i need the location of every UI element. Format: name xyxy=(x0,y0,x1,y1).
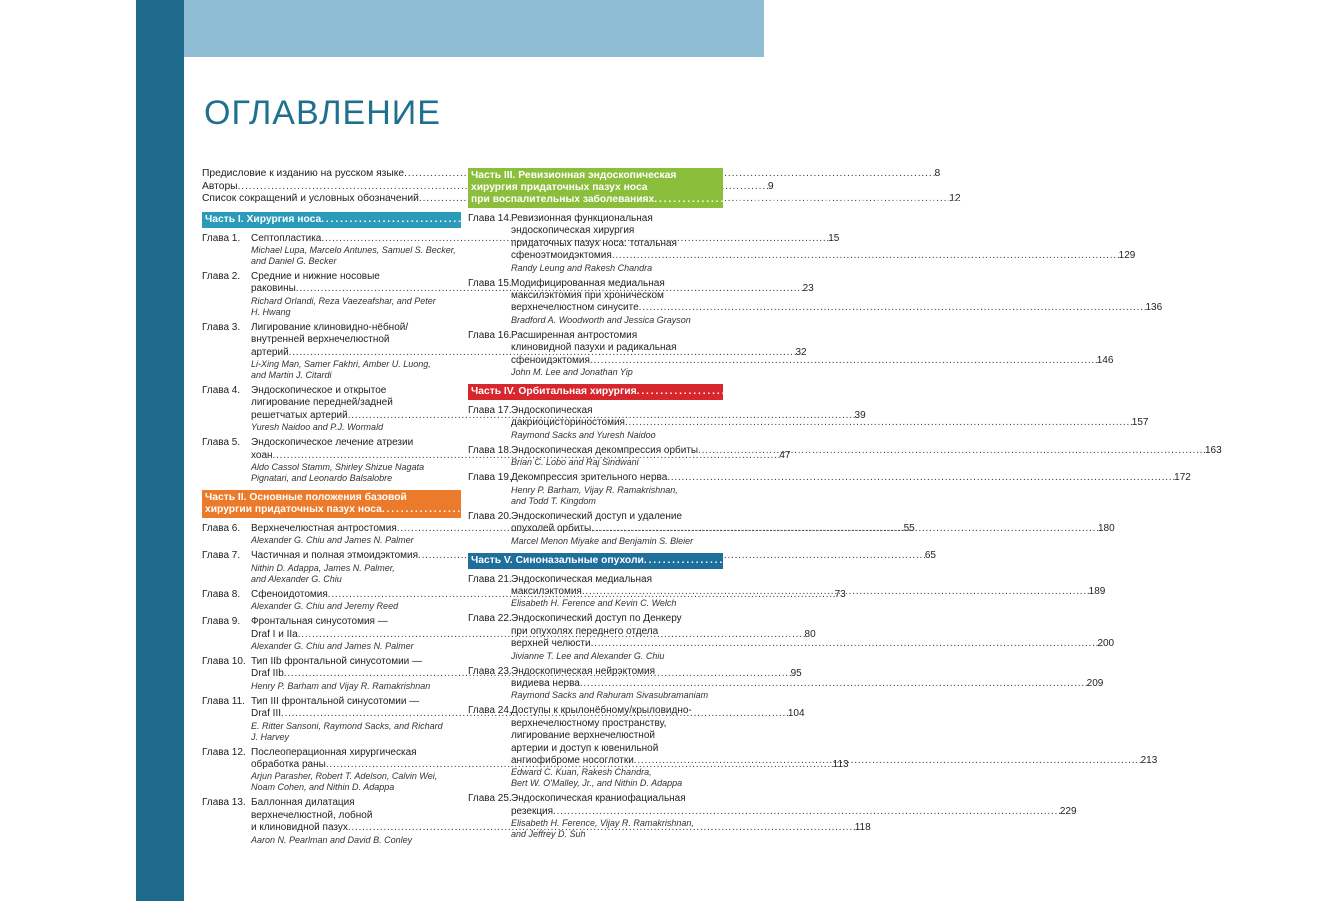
chapter-authors: Marcel Menon Miyake and Benjamin S. Bleier xyxy=(511,535,694,546)
chapter-title-line xyxy=(511,330,1113,342)
chapter-title-text: верхнечелюстному пространству, xyxy=(511,717,667,729)
chapter-title-text: обработка раны xyxy=(251,759,326,771)
page-number: 9 xyxy=(767,180,774,192)
chapter-title-line xyxy=(511,472,1191,484)
chapter-authors: Arjun Parasher, Robert T. Adelson, Calvin Wei, xyxy=(251,771,438,782)
chapter-authors: Henry P. Barham and Vijay R. Ramakrishnan xyxy=(251,680,431,691)
page-number: 213 xyxy=(1140,754,1158,766)
chapter-title-text: максилэктомия xyxy=(511,585,582,597)
chapter-title-text: Эндоскопический доступ по Денкеру xyxy=(511,613,682,625)
chapter-authors: Yuresh Naidoo and P.J. Wormald xyxy=(251,422,384,433)
page-number: 180 xyxy=(1098,523,1115,535)
chapter-authors: Richard Orlandi, Reza Vaezeafshar, and Peter xyxy=(251,295,436,306)
chapter-title-text: Расширенная антростомия xyxy=(511,329,638,341)
chapter-label: Глава 17. xyxy=(468,405,512,417)
dot-leader xyxy=(580,678,1087,690)
chapter-body xyxy=(511,330,1113,378)
page-number: 146 xyxy=(1096,354,1114,366)
page-number: 172 xyxy=(1174,472,1191,484)
chapter-authors: Aldo Cassol Stamm, Shirley Shizue Nagata xyxy=(251,461,425,472)
part-title xyxy=(471,170,1344,206)
chapter-title-line xyxy=(511,705,1157,717)
chapter-title-line xyxy=(511,730,1157,742)
chapter-label: Глава 11. xyxy=(202,695,245,707)
chapter-title-line xyxy=(511,793,1077,805)
chapter-title-text: Септопластика xyxy=(251,232,322,244)
chapter-authors: Elisabeth H. Ference and Kevin C. Welch xyxy=(511,598,677,609)
dot-leader xyxy=(644,555,1317,567)
chapter-title-text: сфеноэтмоидэктомия xyxy=(511,250,612,262)
page-number: 157 xyxy=(1131,417,1149,429)
chapter-title-text: сфеноидэктомия xyxy=(511,354,590,366)
chapter-authors: Bradford A. Woodworth and Jessica Grayson xyxy=(511,314,691,325)
chapter-label: Глава 2. xyxy=(202,270,241,282)
page-number: 47 xyxy=(779,449,791,461)
page-number: 229 xyxy=(1059,805,1077,817)
page-number: 15 xyxy=(828,232,840,244)
chapter-label: Глава 22. xyxy=(468,613,512,625)
chapter-authors: Alexander G. Chiu and Jeremy Reed xyxy=(251,601,399,612)
chapter-title-text: артерии и доступ к ювенильной xyxy=(511,742,659,754)
chapter-authors: Li-Xing Man, Samer Fakhri, Amber U. Luong, xyxy=(251,358,431,369)
chapter-label: Глава 25. xyxy=(468,793,512,805)
chapter-authors: Raymond Sacks and Yuresh Naidoo xyxy=(511,429,656,440)
chapter-body xyxy=(511,278,1162,326)
part-title-text: хирургии придаточных пазух носа xyxy=(205,503,382,515)
page-number: 55 xyxy=(903,522,915,534)
chapter-title-text: верхнечелюстном синусите xyxy=(511,302,639,314)
chapter-authors: Aaron N. Pearlman and David B. Conley xyxy=(251,834,413,845)
page-number: 209 xyxy=(1086,677,1104,689)
chapter-title-line xyxy=(511,718,1157,730)
page-number: 129 xyxy=(1118,250,1136,262)
chapter-authors: John M. Lee and Jonathan Yip xyxy=(511,367,633,378)
page-number: 118 xyxy=(854,822,871,834)
chapter-title-text: дакриоцисториностомия xyxy=(511,417,625,429)
chapter-label: Глава 23. xyxy=(468,665,512,677)
chapter-title-text: резекция xyxy=(511,805,554,817)
dot-leader xyxy=(553,806,1060,818)
chapter-title-line xyxy=(511,743,1157,755)
chapter-title-line xyxy=(511,574,1105,586)
chapter-title-line xyxy=(511,638,1114,650)
chapter-label: Глава 3. xyxy=(202,321,241,333)
chapter-title-text: Эндоскопическое и открытое xyxy=(251,384,387,396)
part-title-line xyxy=(471,182,1344,194)
page-number: 187 xyxy=(1316,554,1334,566)
chapter-title-line xyxy=(511,238,1135,250)
page-number: 80 xyxy=(804,628,816,640)
chapter-label: Глава 8. xyxy=(202,588,241,600)
chapter-title-line xyxy=(511,755,1157,767)
chapter-title-text: Фронтальная синусотомия — xyxy=(251,616,388,628)
page-number: 189 xyxy=(1088,585,1106,597)
chapter-authors: Edward C. Kuan, Rakesh Chandra, xyxy=(511,767,652,778)
chapter-authors: Bert W. O'Malley, Jr., and Nithin D. Adappa xyxy=(511,778,683,789)
chapter-title-text: Частичная и полная этмоидэктомия xyxy=(251,550,419,562)
chapter-title-line xyxy=(511,523,1115,535)
prelim-title: Авторы xyxy=(202,180,238,192)
chapter-label: Глава 1. xyxy=(202,232,241,244)
page-number: 32 xyxy=(795,346,807,358)
part-title-line xyxy=(471,170,1344,182)
chapter-title-text: Декомпрессия зрительного нерва xyxy=(511,472,668,484)
chapter-authors: E. Ritter Sansoni, Raymond Sacks, and Richard xyxy=(251,720,443,731)
page-number: 136 xyxy=(1145,302,1163,314)
chapter-label: Глава 16. xyxy=(468,329,512,341)
chapter-authors: Henry P. Barham, Vijay R. Ramakrishnan, xyxy=(511,484,678,495)
chapter-title-text: Послеоперационная хирургическая xyxy=(251,746,417,758)
chapter-title-text: при опухолях переднего отдела xyxy=(511,625,659,637)
chapter-title-text: Сфеноидотомия xyxy=(251,588,328,600)
chapter-body xyxy=(511,511,1115,547)
chapter-title-text: артерий xyxy=(251,346,289,358)
chapter-label: Глава 7. xyxy=(202,550,241,562)
chapter-body xyxy=(511,405,1148,441)
chapter-title-text: клиновидной пазухи и радикальная xyxy=(511,342,677,354)
chapter-authors: Brian C. Lobo and Raj Sindwani xyxy=(511,457,639,468)
chapter-title-text: Draf I и IIa xyxy=(251,628,298,640)
chapter-title-text: и клиновидной пазух xyxy=(251,822,348,834)
page-number: 13 xyxy=(994,213,1006,225)
chapter-title-line xyxy=(511,586,1105,598)
chapter-title-text: верхней челюсти xyxy=(511,638,591,650)
chapter-authors: Raymond Sacks and Rahuram Sivasubramaniam xyxy=(511,690,709,701)
chapter-title-text: Эндоскопическая xyxy=(511,405,593,417)
chapter-title-text: Баллонная дилатация xyxy=(251,797,355,809)
page-number: 113 xyxy=(832,759,849,771)
chapter-authors: Noam Cohen, and Nithin D. Adappa xyxy=(251,782,395,793)
page-number: 53 xyxy=(1054,503,1067,515)
page-number: 8 xyxy=(934,168,941,179)
part-title-text: при воспалительных заболеваниях xyxy=(471,194,655,205)
chapter-title-text: Модифицированная медиальная xyxy=(511,277,665,289)
chapter-authors: and Jeffrey D. Suh xyxy=(511,829,586,840)
chapter-title-text: Эндоскопическая краниофациальная xyxy=(511,793,686,805)
chapter-label: Глава 14. xyxy=(468,213,512,224)
dot-leader xyxy=(591,523,1098,535)
chapter-body xyxy=(511,472,1191,506)
part-title-text: Часть II. Основные положения базовой xyxy=(205,491,407,503)
part-header xyxy=(468,384,1327,400)
chapter-authors: Michael Lupa, Marcelo Antunes, Samuel S. Becker, xyxy=(251,244,456,255)
chapter-title-text: лигирование верхнечелюстной xyxy=(511,730,655,742)
chapter-authors: H. Hwang xyxy=(251,306,291,317)
chapter-title-text: ангиофиброме носоглотки xyxy=(511,754,634,766)
page-number: 127 xyxy=(1327,194,1344,205)
chapter-authors: and Daniel G. Becker xyxy=(251,255,337,266)
part-title xyxy=(471,386,1327,398)
chapter-label: Глава 18. xyxy=(468,444,512,456)
dot-leader xyxy=(637,386,1310,398)
chapter-title-text: Ревизионная функциональная xyxy=(511,213,653,224)
page-title: ОГЛАВЛЕНИЕ xyxy=(204,94,441,132)
chapter-body xyxy=(511,445,1222,468)
chapter-title-text: Draf III xyxy=(251,708,282,720)
chapter-title-line xyxy=(511,613,1114,625)
chapter-title-line xyxy=(511,342,1113,354)
part-title-text: Часть III. Ревизионная эндоскопическая xyxy=(471,170,677,181)
dot-leader xyxy=(639,302,1146,314)
chapter-title-text: Тип IIb фронтальной синусотомии — xyxy=(251,656,423,667)
page-number: 104 xyxy=(787,708,805,720)
chapter-authors: Alexander G. Chiu and James N. Palmer xyxy=(251,535,414,546)
chapter-title-line xyxy=(511,678,1103,690)
chapter-label: Глава 20. xyxy=(468,510,512,522)
chapter-title-line xyxy=(511,302,1162,314)
chapter-title-text: решетчатых артерий xyxy=(251,409,348,421)
chapter-title-text: видиева нерва xyxy=(511,677,580,689)
prelim-title: Список сокращений и условных обозначений xyxy=(202,193,419,204)
chapter-title-text: Эндоскопическая медиальная xyxy=(511,573,653,585)
page-number: 65 xyxy=(924,550,936,562)
chapter-title-text: эндоскопическая хирургия xyxy=(511,225,635,237)
chapter-title-line xyxy=(511,445,1222,457)
page-number: 155 xyxy=(1309,386,1327,398)
chapter-authors: Randy Leung and Rakesh Chandra xyxy=(511,262,653,273)
chapter-title-text: придаточных пазух носа: тотальная xyxy=(511,237,677,249)
chapter-authors: Pignatari, and Leonardo Balsalobre xyxy=(251,472,393,483)
chapter-authors: Nithin D. Adappa, James N. Palmer, xyxy=(251,562,395,573)
prelim-title: Предисловие к изданию на русском языке xyxy=(202,168,405,179)
chapter-label: Глава 15. xyxy=(468,277,512,289)
chapter-title-line xyxy=(511,250,1135,262)
part-title-text: Часть V. Синоназальные опухоли xyxy=(471,554,644,566)
part-header xyxy=(468,168,1344,208)
dot-leader xyxy=(625,417,1132,429)
chapter-authors: Alexander G. Chiu and James N. Palmer xyxy=(251,641,414,651)
chapter-label: Глава 24. xyxy=(468,705,512,717)
chapter-title-line xyxy=(511,417,1148,429)
blue-spine xyxy=(136,0,184,901)
chapter-title-text: опухолей орбиты xyxy=(511,523,592,535)
chapter-title-line xyxy=(511,290,1162,302)
chapter-title-text: верхнечелюстной, лобной xyxy=(251,809,373,821)
chapter-title-text: Эндоскопическая декомпрессия орбиты xyxy=(511,444,699,456)
chapter-title-text: максилэктомия при хроническом xyxy=(511,290,664,302)
dot-leader xyxy=(698,445,1205,457)
chapter-authors: and Todd T. Kingdom xyxy=(511,495,596,506)
chapter-label: Глава 21. xyxy=(468,573,512,585)
part-title-text: Часть IV. Орбитальная хирургия xyxy=(471,386,637,398)
part-title xyxy=(471,555,1334,567)
chapter-title-text: Доступы к крылонёбному/крыловидно- xyxy=(511,705,692,717)
chapter-body xyxy=(511,666,1103,702)
page-number: 200 xyxy=(1097,638,1115,650)
chapter-title-line xyxy=(511,213,1135,225)
chapter-title-line xyxy=(511,278,1162,290)
page-number: 163 xyxy=(1204,444,1222,456)
dot-leader xyxy=(667,472,1174,484)
chapter-label: Глава 9. xyxy=(202,616,241,628)
chapter-title-text: Верхнечелюстная антростомия xyxy=(251,522,397,534)
chapter-title-text: Эндоскопическое лечение атрезии xyxy=(251,437,414,449)
chapter-title-line xyxy=(511,511,1115,523)
top-banner xyxy=(184,0,764,57)
chapter-title-text: Тип III фронтальной синусотомии — xyxy=(251,695,420,707)
chapter-title-line xyxy=(511,355,1113,367)
chapter-title-text: хоан xyxy=(251,449,273,461)
chapter-body xyxy=(511,213,1135,274)
chapter-authors: Elisabeth H. Ference, Vijay R. Ramakrishnan, xyxy=(511,818,694,829)
page-number: 12 xyxy=(949,193,961,204)
chapter-title-text: раковины xyxy=(251,283,296,295)
part-title-line xyxy=(471,194,1344,206)
chapter-label: Глава 5. xyxy=(202,437,241,449)
chapter-body xyxy=(511,793,1077,840)
part-title-line xyxy=(471,386,1327,398)
part-title-line xyxy=(471,555,1334,567)
dot-leader xyxy=(582,586,1089,598)
chapter-title-line xyxy=(511,405,1148,417)
chapter-title-text: Лигирование клиновидно-нёбной/ xyxy=(251,321,409,333)
page-number: 95 xyxy=(790,668,802,680)
chapter-body xyxy=(511,613,1114,661)
part-title-text: Часть I. Хирургия носа xyxy=(205,213,322,225)
chapter-title-text: внутренней верхнечелюстной xyxy=(251,334,390,346)
chapter-authors: and Martin J. Citardi xyxy=(251,369,332,380)
page-number: 39 xyxy=(854,409,866,421)
chapter-authors: Jivianne T. Lee and Alexander G. Chiu xyxy=(511,650,665,661)
chapter-entry xyxy=(468,472,1191,506)
chapter-label: Глава 6. xyxy=(202,522,241,534)
dot-leader xyxy=(591,638,1098,650)
page-number: 23 xyxy=(802,283,814,295)
page-number: 73 xyxy=(834,588,846,600)
chapter-label: Глава 4. xyxy=(202,384,241,396)
chapter-title-line xyxy=(511,626,1114,638)
chapter-title-text: Эндоскопическая нейрэктомия xyxy=(511,665,656,677)
chapter-title-text: лигирование передней/задней xyxy=(251,397,393,409)
chapter-body xyxy=(511,574,1105,610)
dot-leader xyxy=(634,755,1141,767)
chapter-title-text: Draf IIb xyxy=(251,668,284,680)
dot-leader xyxy=(654,194,1327,206)
chapter-authors: J. Harvey xyxy=(251,731,290,742)
dot-leader xyxy=(590,355,1097,367)
chapter-title-line xyxy=(511,225,1135,237)
part-title-text: хирургия придаточных пазух носа xyxy=(471,182,648,193)
chapter-label: Глава 19. xyxy=(468,472,512,484)
chapter-body xyxy=(511,705,1157,789)
chapter-title-line xyxy=(511,806,1077,818)
chapter-label: Глава 13. xyxy=(202,797,246,809)
chapter-title-text: Эндоскопический доступ и удаление xyxy=(511,510,683,522)
chapter-label: Глава 10. xyxy=(202,656,246,667)
chapter-title-text: Средние и нижние носовые xyxy=(251,270,380,282)
dot-leader xyxy=(612,250,1119,262)
chapter-label: Глава 12. xyxy=(202,746,246,758)
chapter-title-line xyxy=(511,666,1103,678)
chapter-authors: and Alexander G. Chiu xyxy=(251,573,342,584)
